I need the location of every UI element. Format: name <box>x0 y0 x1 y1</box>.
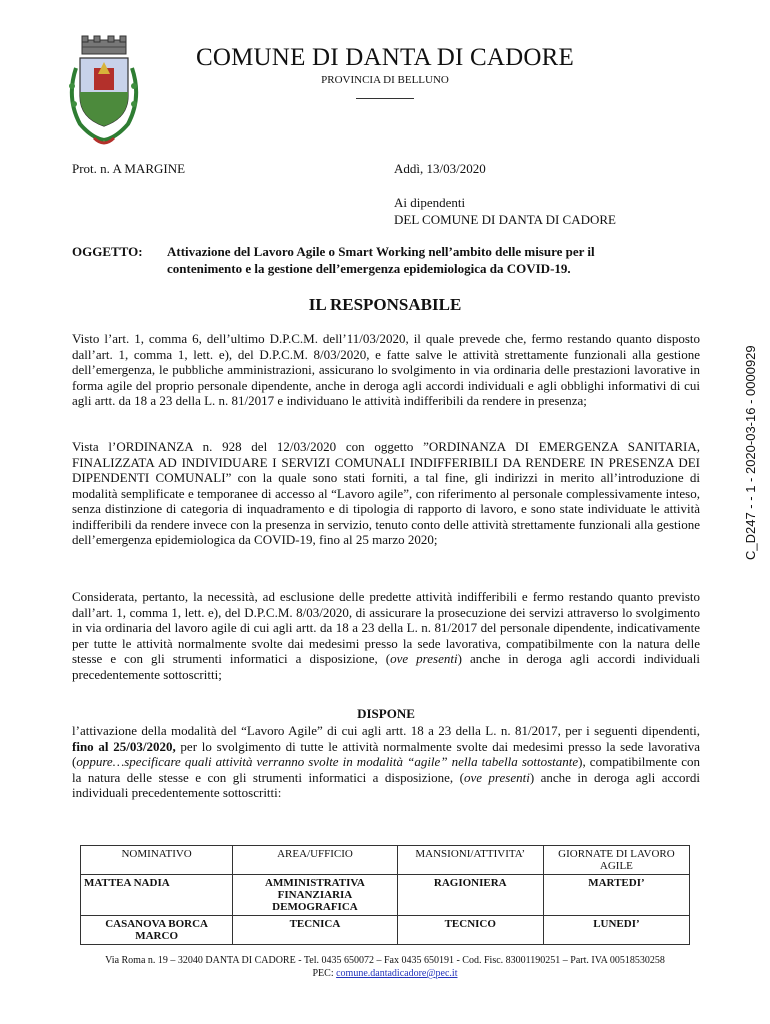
attivazione-italic-note: oppure…specificare quali attività verranno svolte in modalità “agile” nella tabella sottostante <box>76 754 579 769</box>
header-mansioni: MANSIONI/ATTIVITA’ <box>397 846 543 875</box>
title-divider <box>356 98 414 99</box>
cell-giornate: MARTEDI’ <box>543 875 689 916</box>
attivazione-text-1: l’attivazione della modalità del “Lavoro Agile” di cui agli artt. 18 a 23 della L. n. 81/2017, per i seguenti dipendenti, <box>72 723 700 738</box>
footer <box>30 954 740 980</box>
paragraph-considerata-end: ) anche in deroga agli accordi individuali precedentemente sottoscritti; <box>72 651 700 682</box>
cell-area: AMMINISTRATIVA FINANZIARIA DEMOGRAFICA <box>233 875 397 916</box>
recipient-line-1: Ai dipendenti <box>394 195 466 210</box>
subject-line-2: contenimento e la gestione dell’emergenza epidemiologica da COVID-19. <box>167 261 571 276</box>
paragraph-considerata-text: Considerata, pertanto, la necessità, ad esclusione delle predette attività indifferibili e fermo restando quanto previsto dall’art. 1, comma 1, lett. e), del D.P.C.M. 8/03/2020, di assicurare la prosecuzione dei servizi attraverso lo svolgimento in via ordinaria del lavoro agile di cui agli artt. da 18 a 23 della L. n. 81/2017 del personale dipendente, indicativamente per tutte le attività normalmente svolte dai medesimi presso la sede lavorativa, compatibilmente con la natura delle stesse e con gli strumenti informatici a disposizione, ( <box>72 589 700 666</box>
attivazione-deadline: fino al 25/03/2020, <box>72 738 176 754</box>
cell-giornate: LUNEDI’ <box>543 916 689 945</box>
table-header-row <box>81 846 690 875</box>
header-giornate: GIORNATE DI LAVORO AGILE <box>543 846 689 875</box>
subject-line-1: Attivazione del Lavoro Agile o Smart Working nell’ambito delle misure per il <box>167 244 595 259</box>
pec-label: PEC: <box>312 968 337 979</box>
attivazione-text-4: ) anche in deroga agli accordi individuali precedentemente sottoscritti: <box>72 769 700 800</box>
page-title: COMUNE DI DANTA DI CADORE <box>196 44 574 71</box>
cell-area: TECNICA <box>233 916 397 945</box>
employee-table <box>80 845 690 945</box>
document-date: Addì, 13/03/2020 <box>394 161 486 176</box>
subject-block <box>72 243 700 277</box>
paragraph-vista: Vista l’ORDINANZA n. 928 del 12/03/2020 con oggetto ”ORDINANZA DI EMERGENZA SANITARIA, FINALIZZATA AD INDIVIDUARE I SERVIZI COMUNALI INDIFFERIBILI DA RENDERE IN PRESENZA DEI DIPENDENTI COMUNALI” con la quale sono stati forniti, a tal fine, gli indirizzi in merito all’introduzione di modalità semplificate e temporanee di accesso al “Lavoro agile”, con riferimento al personale complessivamente inteso, senza distinzione di categoria di inquadramento e di tipologia di rapporto di lavoro, e sono state individuate le attività indifferibili da rendere invece con la presenza in servizio, tenuto conto delle attività strettamente funzionali alla gestione dell’emergenza epidemiologica da COVID-19, fino al 25 marzo 2020; <box>72 439 700 547</box>
dispone-heading: DISPONE <box>357 706 415 721</box>
table-row <box>81 916 690 945</box>
cell-mansioni: TECNICO <box>397 916 543 945</box>
protocol-stamp: C_D247 - - 1 - 2020-03-16 - 0000929 <box>743 345 758 560</box>
province-label: PROVINCIA DI BELLUNO <box>321 74 449 86</box>
subject-label: OGGETTO: <box>72 244 143 259</box>
attivazione-text-2: per lo svolgimento di tutte le attività normalmente svolte dai medesimi presso la sede lavorativa ( <box>72 738 700 769</box>
section-heading: IL RESPONSABILE <box>308 295 462 314</box>
coat-of-arms-icon <box>64 34 144 152</box>
attivazione-text-3: ), compatibilmente con la natura delle stesse e con gli strumenti informatici a disposizione, ( <box>72 754 701 785</box>
cell-nominativo: CASANOVA BORCA MARCO <box>81 916 233 945</box>
header-nominativo: NOMINATIVO <box>81 846 233 875</box>
cell-mansioni: RAGIONIERA <box>397 875 543 916</box>
ove-presenti-italic: ove presenti <box>390 651 458 666</box>
cell-nominativo: MATTEA NADIA <box>81 875 233 916</box>
table-row <box>81 875 690 916</box>
pec-email-link[interactable]: comune.dantadicadore@pec.it <box>336 968 458 979</box>
header-area: AREA/UFFICIO <box>233 846 397 875</box>
footer-pec <box>30 967 740 980</box>
footer-address: Via Roma n. 19 – 32040 DANTA DI CADORE - Tel. 0435 650072 – Fax 0435 650191 - Cod. Fisc. 83001190251 – Part. IVA 00518530258 <box>105 955 665 966</box>
paragraph-attivazione <box>72 723 700 801</box>
attivazione-italic-ove: ove presenti <box>463 769 530 785</box>
paragraph-considerata <box>72 589 700 682</box>
protocol-number: Prot. n. A MARGINE <box>72 161 186 176</box>
recipient-line-2: DEL COMUNE DI DANTA DI CADORE <box>394 212 616 227</box>
paragraph-visto: Visto l’art. 1, comma 6, dell’ultimo D.P.C.M. dell’11/03/2020, il quale prevede che, fermo restando quanto disposto dall’art. 1, comma 1, lett. e), del D.P.C.M. 8/03/2020, e fatte salve le attività strettamente funzionali alla gestione dell’emergenza, le pubbliche amministrazioni, assicurano lo svolgimento in via ordinaria delle prestazioni lavorative in forma agile del proprio personale dipendente, anche in deroga agli accordi individuali e agli obblighi informativi di cui agli artt. da 18 a 23 della L. n. 81/2017 e individuano le attività indifferibili da rendere in presenza; <box>72 331 700 408</box>
